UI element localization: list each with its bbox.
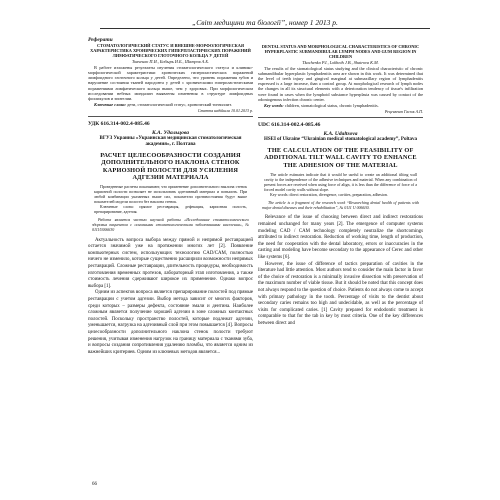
article-en-funding: The article is a fragment of the research work “Researching dental health of patients with major dental diseases and their rehabilitation”, № 0111 U 006630. <box>262 199 419 210</box>
article-en-keywords: Key words: direct restoration, divergence, cavities, preparation, adhesion. <box>270 191 388 197</box>
abstract-ru-text <box>88 65 253 101</box>
article-en-paragraph: Relevance of the issue of choosing between direct and indirect restorations remained unchanged for many years [2]. The emergence of computer systems modeling CAD / CAM technology completely neutralize the shortcomings attributed to indirect restoration. Reduction of working time, length of production, the need for cooperation with the dental laboratory, errors or inaccuracies in the casting and modeling have become secondary to the appearance of Cerec and other like systems [6]. <box>258 215 423 261</box>
article-ru-udc: УДК 616.314-002.4-085.46 <box>88 121 150 128</box>
divider <box>88 116 253 117</box>
abstract-en-keywords-text: children, stomatological status, chronic lymphadenitis. <box>284 102 379 108</box>
article-en-paragraph: However, the issue of difference of tactics preparation of cavities in the literature had little attention. Most authors tend to consider the main factor in favor of the choice of restoration is a minimally invasive dissection with preservation of the maximum number of viable tissue. But it should be noted that this concept does not always respond to the question of choice. Patients do not always come to accept with primary pathology in the tooth. Percentage of visits to the dentist about secondary caries remains too high and undecidable, as well as the percentage of visits for complicated caries. [1] Cavity prepared for endodontic treatment is comparable to that for the tab in key by most criteria. One of the key differences between direct and <box>258 261 423 326</box>
article-ru-abstract-text: Проведенные расчеты показывают, что применение дополнительного наклона стенок кариозной полости позволяет не использовать адгезивный материал и повысить. При любой комбинации указанных выше сил, показатели противостояния будут выше показателей модели полости без наклона стенок. <box>94 184 247 205</box>
abstract-en-title: DENTAL STATUS AND MORPHOLOGICAL CHARACTERISTICS OF CHRONIC HYPERPLASTIC SUBMANDIBULAR LYMPH NODES AND GUM REGION IN CHILDREN <box>261 44 420 59</box>
abstract-en-authors: Tkachenko P.I., Lokhnih J.B., Shatrova K.M. <box>302 60 379 65</box>
article-ru-body <box>88 238 253 357</box>
article-en-udc: UDC 616.314-002.4-085.46 <box>258 121 321 128</box>
article-en-abstract-text: The article estimates indicate that it would be useful to create an additional tilting wall cavity to the independence of the adhesive techniques and material. When any combination of present forces are received when using force of align, it is less than the difference of force of a forced model cavity walls without slope. <box>264 172 417 192</box>
abstract-en-keywords-label: Key words: <box>264 102 284 108</box>
article-ru-paragraph: Одним из аспектов вопроса является препарирование полостей под прямые реставрации с учетом адгезии. Выбор метода зависит от многих факторов, среди которых – размеры дефекта, состояние эмали и дентина. Наиболее сложным является получение хорошей адгезии в зоне сложных контактных полостей. Поскольку пространство полостей, которые подлежат адгезии, уменьшается, нагрузка на адгезивный слой при этом повышается [4]. Вопросы целесообразности дополнительного наклона стенок полости требуют решения, учитывая изменения нагрузок на границу материала с тканями зуба, и вопросы создания сопротивления удалению пломбы, что является одним из важнейших критериев. Одним из ключевых методов является... <box>88 290 253 355</box>
divider <box>258 117 423 118</box>
article-ru-title: РАСЧЕТ ЦЕЛЕСООБРАЗНОСТИ СОЗДАНИЯ ДОПОЛНИТЕЛЬНОГО НАКЛОНА СТЕНОК КАРИОЗНОЙ ПОЛОСТИ ДЛЯ УСИЛЕНИЯ АДГЕЗИИ МАТЕРИАЛА <box>100 151 241 182</box>
abstract-ru-keywords-text: дети, стоматологический статус, хронический тонзиллит. <box>127 101 232 107</box>
article-ru-affiliation: ВГУЗ Украины «Украинская медицинская стоматологическая академия», г. Полтава <box>99 136 242 148</box>
abstract-ru-keywords-label: Ключевые слова: <box>94 101 126 107</box>
article-en-author: K.A. Udaltsova <box>323 131 358 138</box>
abstract-ru-keywords <box>88 102 253 107</box>
abstracts-label: Реферати <box>88 37 113 43</box>
article-en-title: THE CALCULATION OF THE FEASIBILITY OF ADDITIONAL TILT WALL CAVITY TO ENHANCE THE ADHESION OF THE MATERIAL <box>264 146 417 169</box>
article-ru-author: К.А. Удальцова <box>151 130 190 137</box>
abstract-ru-paragraph: В работе изложены результаты изучения стоматологического статуса и клинико-морфологической характеристики хронических гиперпластических поражений лимфоидного глоточного кольца у детей. Определено, что уровень поражения зубов и нарушение состояния тканей пародонта у детей с хроническими гиперпластическими поражениями лимфатического кольца выше, чем у здоровых. При морфологическом исследовании небных миндалин выявлены изменения в структуре лимфоидных фолликулов и эпителии. <box>88 65 253 101</box>
abstract-en-keywords <box>258 103 423 108</box>
article-ru-keywords: Ключевые слова: прямое реставрация, дефекация, кариозная полость, препарирование, адгезия. <box>94 204 247 214</box>
abstract-ru-received: Стаття надійшла 10.01.2013 р. <box>197 107 253 113</box>
right-column <box>258 38 423 328</box>
article-ru-funding: Работа является частью научной работы «Исследование стоматологического здоровья пациентов с основными стоматологическими заболеваниями населения», № 0111U006630 <box>92 216 249 232</box>
article-en-affiliation: HSEI of Ukraine “Ukrainian medical stomatological academy”, Poltava <box>263 137 418 143</box>
article-ru-abstract <box>88 185 253 214</box>
page-number: 66 <box>92 482 97 487</box>
article-en-body <box>258 215 423 327</box>
abstract-ru-title: СТОМАТОЛОГИЧЕСКИЙ СТАТУС И ВНЕШНЕ-МОРФОЛОГИЧЕСКАЯ ХАРАКТЕРИСТИКА ХРОНИЧЕСКИХ ГИПЕРПЛАСТИЧЕСКИХ ПОРАЖЕНИЙ ЛИМФАТИЧЕСКОГО ГЛОТОЧНОГО КОЛЬЦА У ДЕТЕЙ <box>90 43 251 59</box>
article-en-abstract <box>258 173 423 198</box>
left-column <box>88 38 253 356</box>
abstract-en-text <box>258 66 423 102</box>
journal-header: „Світ медицини та біології”, номер 1 2013 р. <box>100 18 430 29</box>
abstract-en-paragraph: The results of the stomatological status studying and the clinical characteristic of chronic submandibular hyperplastic lymphadenitis area are shown in this work. It was determined that the level of teeth injury and gingival marginal at submaxillary region of lymphadenitis expressed is a large increase, than a control group. At morphological research of lymph nodes the changes in all its structural elements with a deterioration tendency of tissue's infiltration were found in cases when the lymphoid substance hyperplasia was caused by contact of the odontogenous infection chronic center. <box>258 66 423 102</box>
abstract-ru-authors: Ткаченко П.И., Бобырь И.Б., Шатров А.Б. <box>132 59 209 65</box>
article-ru-paragraph: Актуальность вопроса выбора между прямой и непрямой реставрацией остается значимой уже на протяжении многих лет [2]. Появление компьютерных систем, использующих технологию CAD/CAM, полностью ничего не изменило, которые существенно расширили возможности непрямых реставраций. Сложные реставрации, длительность процедуры, необходимость изготовления временных протезов, лабораторный этап изготовления, а также стоимость лечения сдерживают широкое их применение. Однако вопрос выбора [1]. <box>88 237 253 289</box>
abstract-en-reviewer: Рецензент Гасюк А.П. <box>384 108 423 114</box>
